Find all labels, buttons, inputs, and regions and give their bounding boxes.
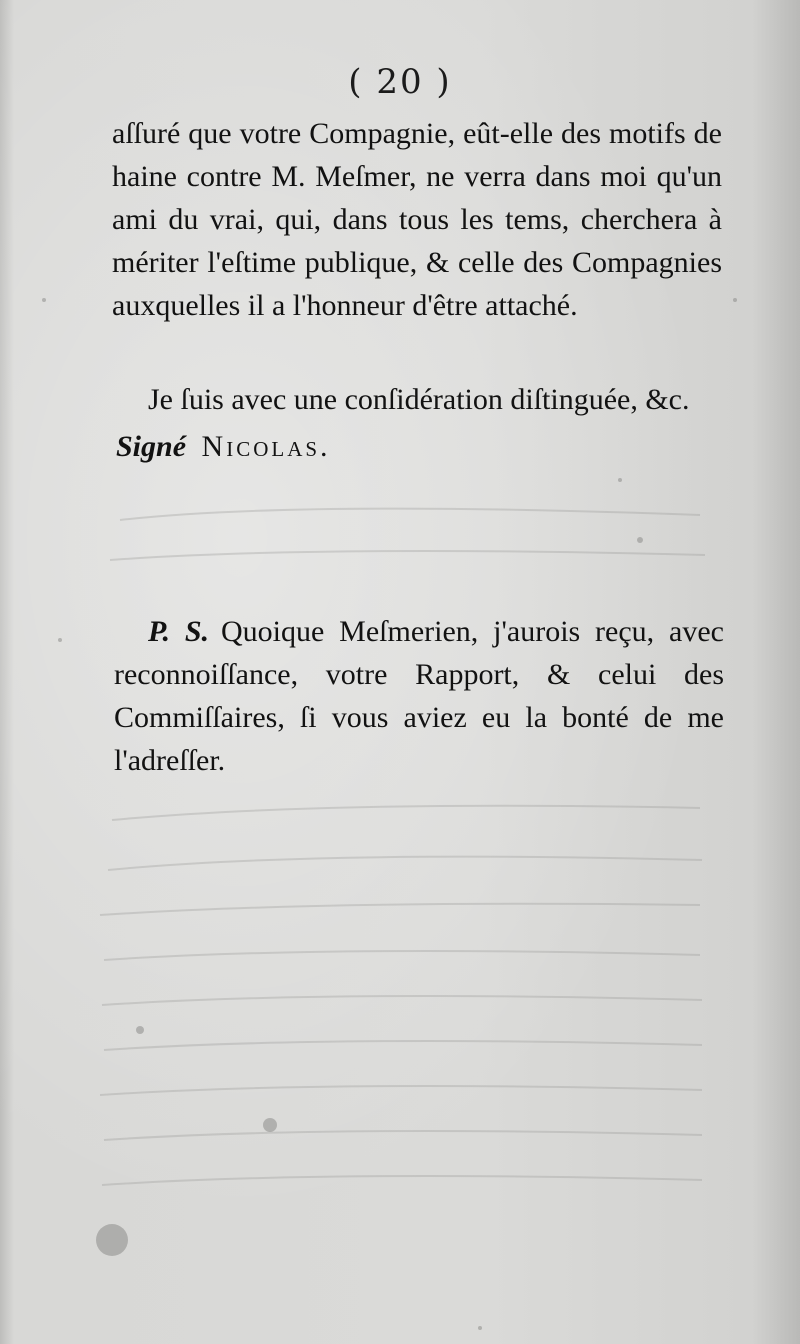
signature [116,430,331,464]
postscript-text: Quoique Meſmerien, j'aurois reçu, avec reconnoiſſance, votre Rapport, & celui des Commiſſaires, ſi vous aviez eu la bonté de me l'adreſſer. [114,615,724,777]
postscript-label: P. S. [148,615,209,648]
page-number: ( 20 ) [348,62,452,102]
signature-prefix: Signé [116,430,187,463]
letter-paragraph: aſſuré que votre Compagnie, eût-elle des motifs de haine contre M. Meſmer, ne verra dans moi qu'un ami du vrai, qui, dans tous les tems, cherchera à mériter l'eſtime publique, & celle des Compagnies auxquelles il a l'honneur d'être attaché. [112,117,722,322]
letter-closing: Je ſuis avec une conſidération diſtinguée, &c. [148,383,690,416]
signature-name: Nicolas. [201,430,331,463]
letter-body [112,112,722,327]
postscript [114,610,724,782]
